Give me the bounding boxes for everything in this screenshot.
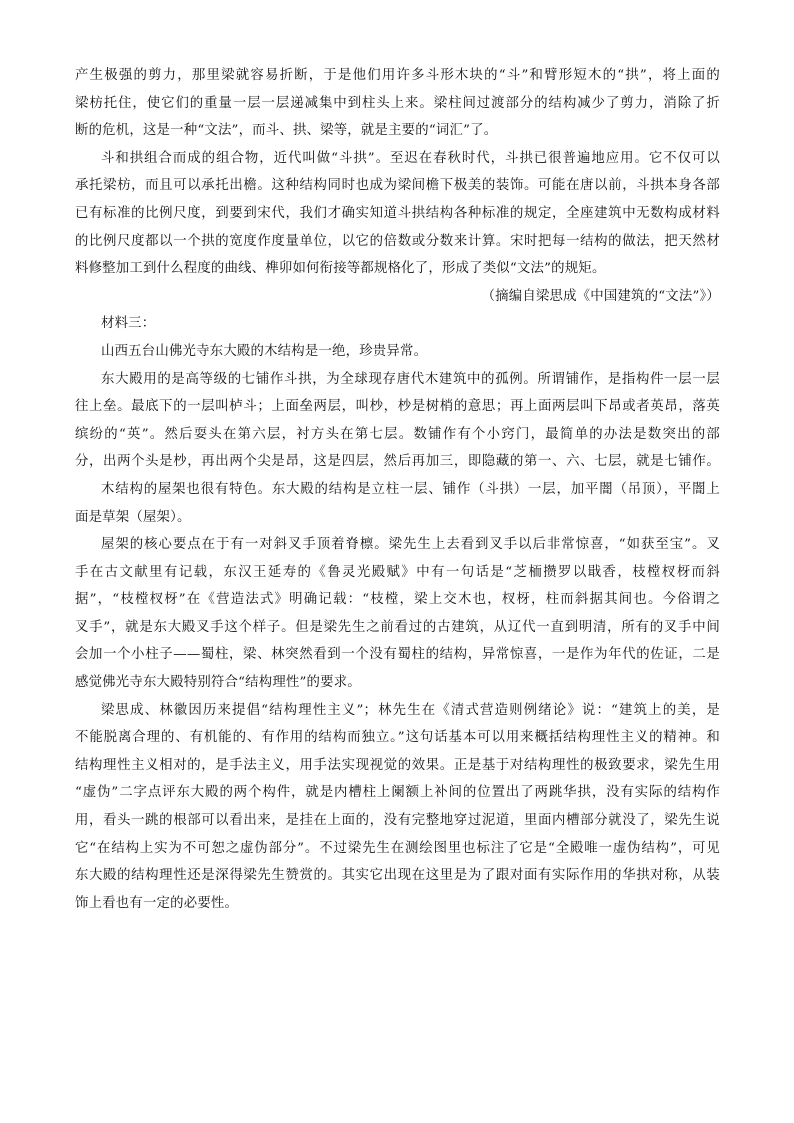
text-line: 屋架的核心要点在于有一对斜叉手顶着脊檩。梁先生上去看到叉手以后非常惊喜，“如获至宝”。叉 [101,537,720,553]
text-line: 梁思成、林徽因历来提倡“结构理性主义”；林先生在《清式营造则例绪论》说：“建筑上的美，是 [101,702,720,718]
text-line: 结构理性主义相对的，是手法主义，用手法实现视觉的效果。正是基于对结构理性的极致要求，梁先生用 [75,757,720,773]
text-line: 东大殿用的是高等级的七铺作斗拱，为全球现存唐代木建筑中的孤例。所谓铺作，是指构件一层一层 [101,371,720,387]
text-line: 用，看头一跳的根部可以看出来，是挂在上面的，没有完整地穿过泥道，里面内槽部分就没了，梁先生说 [75,813,720,829]
text-line: 的比例尺度都以一个拱的宽度作度量单位，以它的倍数或分数来计算。宋时把每一结构的做法，把天然材 [75,233,720,249]
text-line: 会加一个小柱子——蜀柱，梁、林突然看到一个没有蜀柱的结构，异常惊喜，一是作为年代的佐证，二是 [75,647,720,663]
text-line: 往上垒。最底下的一层叫栌斗；上面垒两层，叫杪，杪是树梢的意思；再上面两层叫下昂或者英昂，落英 [75,399,720,415]
text-line: 东大殿的结构理性还是深得梁先生赞赏的。其实它出现在这里是为了跟对面有实际作用的华拱对称，从装 [75,868,720,884]
text-line: 木结构的屋架也很有特色。东大殿的结构是立柱一层、铺作（斗拱）一层，加平闇（吊顶），平闇上 [101,481,720,497]
text-line: “虚伪”二字点评东大殿的两个构件，就是内槽柱上阑额上补间的位置出了两跳华拱，没有实际的结构作 [75,785,720,801]
text-line: 缤纷的“英”。然后耍头在第六层，衬方头在第七层。数铺作有个小窍门，最简单的办法是数突出的部 [75,426,720,442]
text-line: 产生极强的剪力，那里梁就容易折断，于是他们用许多斗形木块的“斗”和臂形短木的“拱”，将上面的 [75,68,720,83]
text-line: 断的危机，这是一种“文法”，而斗、拱、梁等，就是主要的“词汇”了。 [75,123,498,139]
text-line: 感觉佛光寺东大殿特别符合“结构理性”的要求。 [75,675,361,691]
section-heading: 材料三： [101,316,156,332]
text-line: 它“在结构上实为不可恕之虚伪部分”。不过梁先生在测绘图里也标注了它是“全殿唯一虚伪结构”，可见 [75,840,720,856]
text-line: 料修整加工到什么程度的曲线、榫卯如何衔接等都规格化了，形成了类似“文法”的规矩。 [75,261,606,277]
text-line: 据”，“枝樘杈枒”在《营造法式》明确记载：“枝樘，梁上交木也，杈枒，柱而斜据其间也。今俗谓之 [75,592,720,608]
document-body [75,62,720,917]
text-line: 斗和拱组合而成的组合物，近代叫做“斗拱”。至迟在春秋时代，斗拱已很普遍地应用。它不仅可以 [101,150,720,166]
text-line: 分，出两个头是杪，再出两个尖是昂，这是四层，然后再加三，即隐藏的第一、六、七层，就是七铺作。 [75,454,720,470]
text-line: 梁枋托住，使它们的重量一层一层递减集中到柱头上来。梁柱间过渡部分的结构减少了剪力，消除了折 [75,95,720,111]
text-line: 面是草架（屋架）。 [75,509,191,525]
text-line: 已有标准的比例尺度，到要到宋代，我们才确实知道斗拱结构各种标准的规定，全座建筑中无数构成材料 [75,205,720,221]
text-line: 手在古文献里有记载，东汉王延寿的《鲁灵光殿赋》中有一句话是“芝栭攒罗以戢香，枝樘杈枒而斜 [75,564,720,580]
text-line: 不能脱离合理的、有机能的、有作用的结构而独立。”这句话基本可以用来概括结构理性主义的精神。和 [75,730,720,746]
text-line: 饰上看也有一定的必要性。 [75,895,239,911]
text-line: 山西五台山佛光寺东大殿的木结构是一绝，珍贵异常。 [101,343,428,359]
source-citation: （摘编自梁思成《中国建筑的“文法”》） [481,288,720,304]
text-line: 叉手”，就是东大殿叉手这个样子。但是梁先生之前看过的古建筑，从辽代一直到明清，所有的叉手中间 [75,619,720,635]
text-line: 承托梁枋，而且可以承托出檐。这种结构同时也成为梁间檐下极美的装饰。可能在唐以前，斗拱本身各部 [75,178,720,194]
